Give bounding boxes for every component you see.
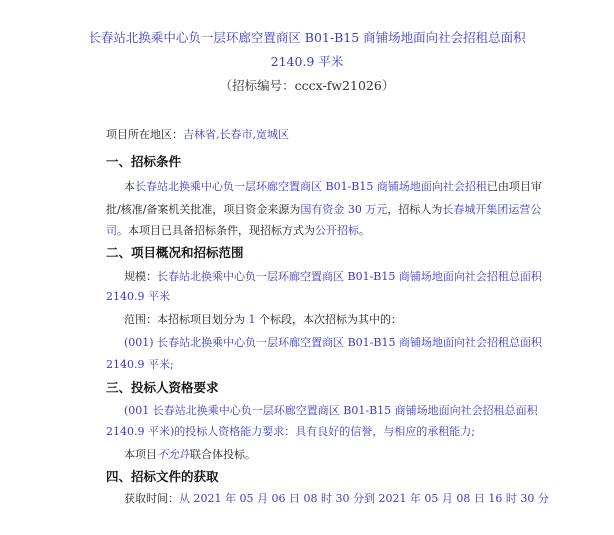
sec1-text: 已由项目审 (486, 180, 542, 193)
sec1-text: 。本项目已具备招标条件，现招标方式为 (117, 224, 315, 237)
fund-source: 国有资金 30 万元 (300, 203, 388, 216)
lot-count: 1 (248, 313, 256, 326)
qualification-requirement: 的投标人资格能力要求：具有良好的信誉，与相应的承租能力; (174, 425, 475, 438)
tender-method: 公开招标 (315, 224, 359, 237)
section-4-heading: 四、招标文件的获取 (106, 469, 219, 484)
qualification-lot: 2140.9 平米) (106, 425, 175, 438)
acquisition-time-line (124, 492, 549, 506)
sec1-text: 。 (359, 224, 370, 237)
acquisition-time-label: 获取时间： (124, 492, 179, 505)
range-line (124, 313, 402, 327)
scale-label: 规模： (124, 270, 157, 283)
joint-text: 本项目 (124, 448, 157, 461)
qualification-line1: (001 长春站北换乘中心负一层环廊空置商区 B01-B15 商铺场地面向社会招租总面积 (124, 404, 538, 417)
document-title-line2: 2140.9 平米 (270, 54, 344, 69)
lot-line1: (001) 长春站北换乘中心负一层环廊空置商区 B01-B15 商铺场地面向社会招租总面积 (124, 336, 542, 349)
qualification-line2 (106, 425, 475, 439)
range-text: 范围：本招标项目划分为 (124, 313, 245, 326)
sec1-line3 (106, 224, 370, 238)
section-2-heading: 二、项目概况和招标范围 (106, 245, 244, 260)
sec1-text: 批/核准/备案机关批准，项目资金来源为 (106, 203, 301, 216)
location-value: 吉林省,长春市,宽城区 (183, 128, 289, 141)
scale-line (124, 270, 542, 284)
tenderer-name-end: 司 (106, 224, 117, 237)
tenderer-name: 长春城开集团运营公 (442, 203, 542, 216)
location-line (106, 128, 289, 142)
lot-line2: 2140.9 平米; (106, 358, 174, 371)
scale-line2: 2140.9 平米 (106, 290, 170, 303)
project-name: 长春站北换乘中心负一层环廊空置商区 B01-B15 商铺场地面向社会招租 (135, 180, 487, 193)
sec1-line1 (124, 180, 542, 194)
tender-code: （招标编号：cccx-fw21026） (219, 78, 395, 93)
section-3-heading: 三、投标人资格要求 (106, 380, 219, 395)
joint-text: 联合体投标。 (190, 448, 256, 461)
sec1-text: 本 (124, 180, 135, 193)
location-label: 项目所在地区： (106, 128, 183, 141)
range-text: 个标段，本次招标为其中的： (259, 313, 402, 326)
sec1-line2 (106, 203, 541, 217)
acquisition-time-value: 从 2021 年 05 月 06 日 08 时 30 分到 2021 年 05 月 08 日 16 时 30 分 (179, 492, 549, 505)
joint-bid-line (124, 448, 256, 462)
sec1-text: ，招标人为 (387, 203, 443, 216)
document-title-line1: 长春站北换乘中心负一层环廊空置商区 B01-B15 商铺场地面向社会招租总面积 (88, 30, 526, 45)
section-1-heading: 一、招标条件 (106, 154, 182, 169)
scale-value: 长春站北换乘中心负一层环廊空置商区 B01-B15 商铺场地面向社会招租总面积 (157, 270, 542, 283)
joint-bid-flag: 不允许 (157, 448, 190, 461)
